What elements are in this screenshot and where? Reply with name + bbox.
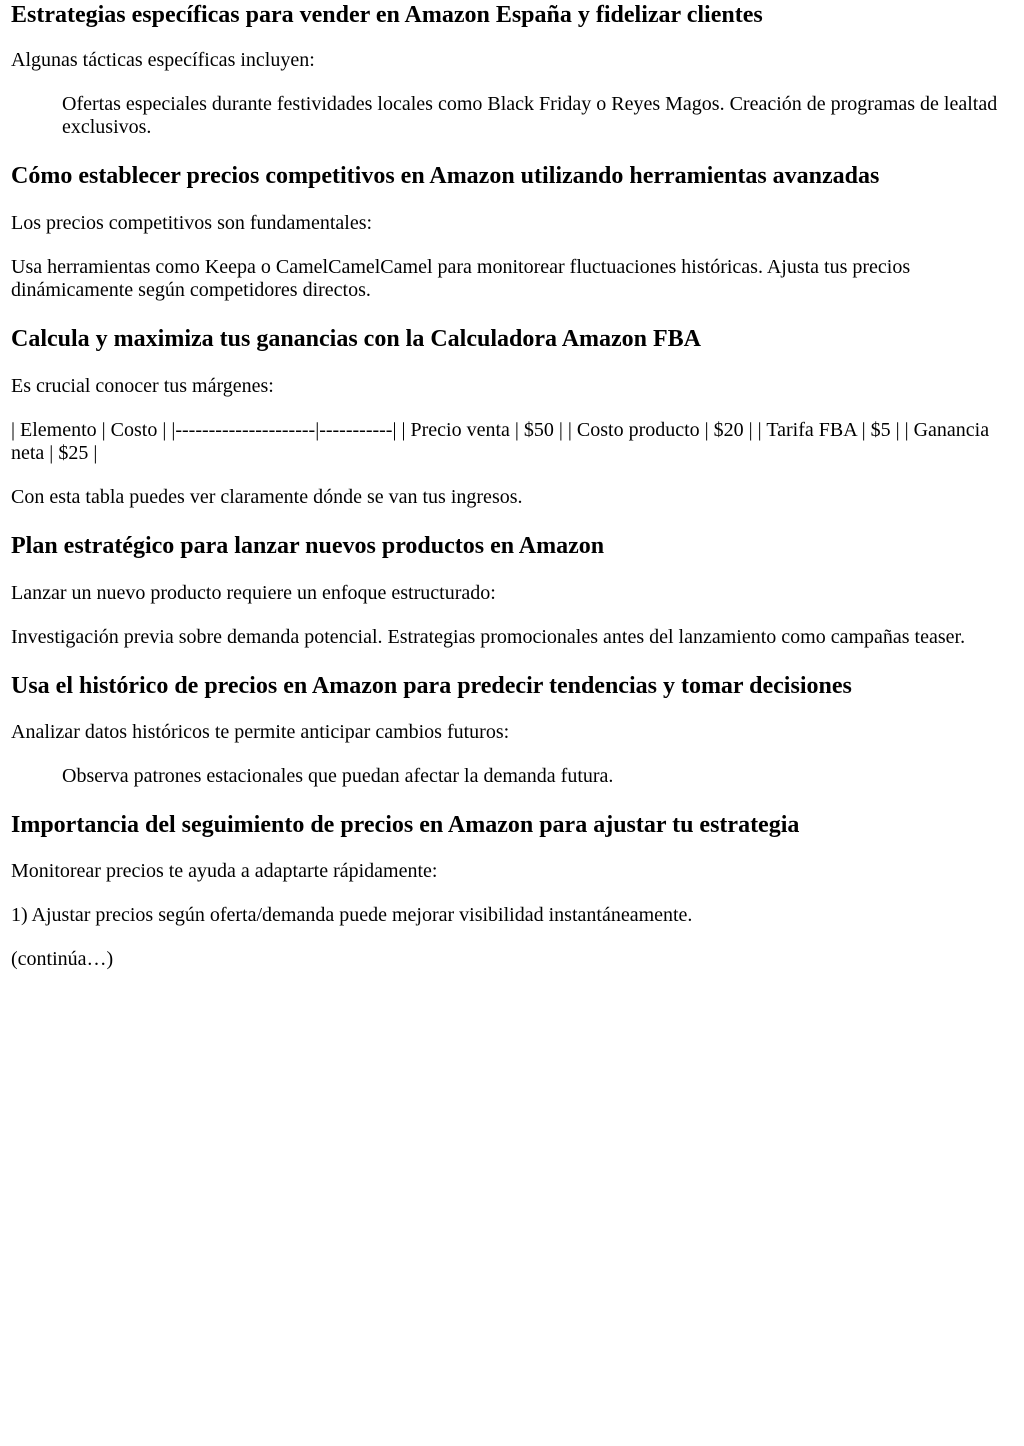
section-intro: Analizar datos históricos te permite anticipar cambios futuros:: [11, 721, 510, 743]
continuation-note: (continúa…): [11, 948, 114, 970]
section-quote: Ofertas especiales durante festividades locales como Black Friday o Reyes Magos. Creación de programas de lealtad exclusivos.: [62, 93, 998, 138]
section-body: 1) Ajustar precios según oferta/demanda puede mejorar visibilidad instantáneamente.: [11, 904, 693, 926]
section-heading: Importancia del seguimiento de precios en Amazon para ajustar tu estrategia: [11, 812, 800, 838]
section-body: Investigación previa sobre demanda potencial. Estrategias promocionales antes del lanzamiento como campañas teaser.: [11, 626, 966, 648]
markdown-table-text: | Elemento | Costo | |---------------------|-----------| | Precio venta | $50 | | Costo producto | $20 | | Tarifa FBA | $5 | | Ganancia neta | $25 |: [11, 419, 990, 464]
section-intro: Lanzar un nuevo producto requiere un enfoque estructurado:: [11, 582, 496, 604]
section-outro: Con esta tabla puedes ver claramente dónde se van tus ingresos.: [11, 486, 523, 508]
section-intro: Los precios competitivos son fundamentales:: [11, 212, 373, 234]
section-heading: Estrategias específicas para vender en Amazon España y fidelizar clientes: [11, 2, 763, 28]
section-intro: Monitorear precios te ayuda a adaptarte rápidamente:: [11, 860, 438, 882]
section-body: Usa herramientas como Keepa o CamelCamelCamel para monitorear fluctuaciones históricas. Ajusta tus precios dinámicamente según competidores directos.: [11, 256, 911, 301]
section-quote: Observa patrones estacionales que puedan afectar la demanda futura.: [62, 765, 614, 787]
section-heading: Cómo establecer precios competitivos en Amazon utilizando herramientas avanzadas: [11, 163, 880, 189]
section-heading: Calcula y maximiza tus ganancias con la Calculadora Amazon FBA: [11, 326, 702, 352]
section-intro: Es crucial conocer tus márgenes:: [11, 375, 274, 397]
section-heading: Plan estratégico para lanzar nuevos productos en Amazon: [11, 533, 605, 559]
article: [11, 0, 1016, 971]
section-intro: Algunas tácticas específicas incluyen:: [11, 49, 315, 71]
section-heading: Usa el histórico de precios en Amazon para predecir tendencias y tomar decisiones: [11, 673, 852, 699]
